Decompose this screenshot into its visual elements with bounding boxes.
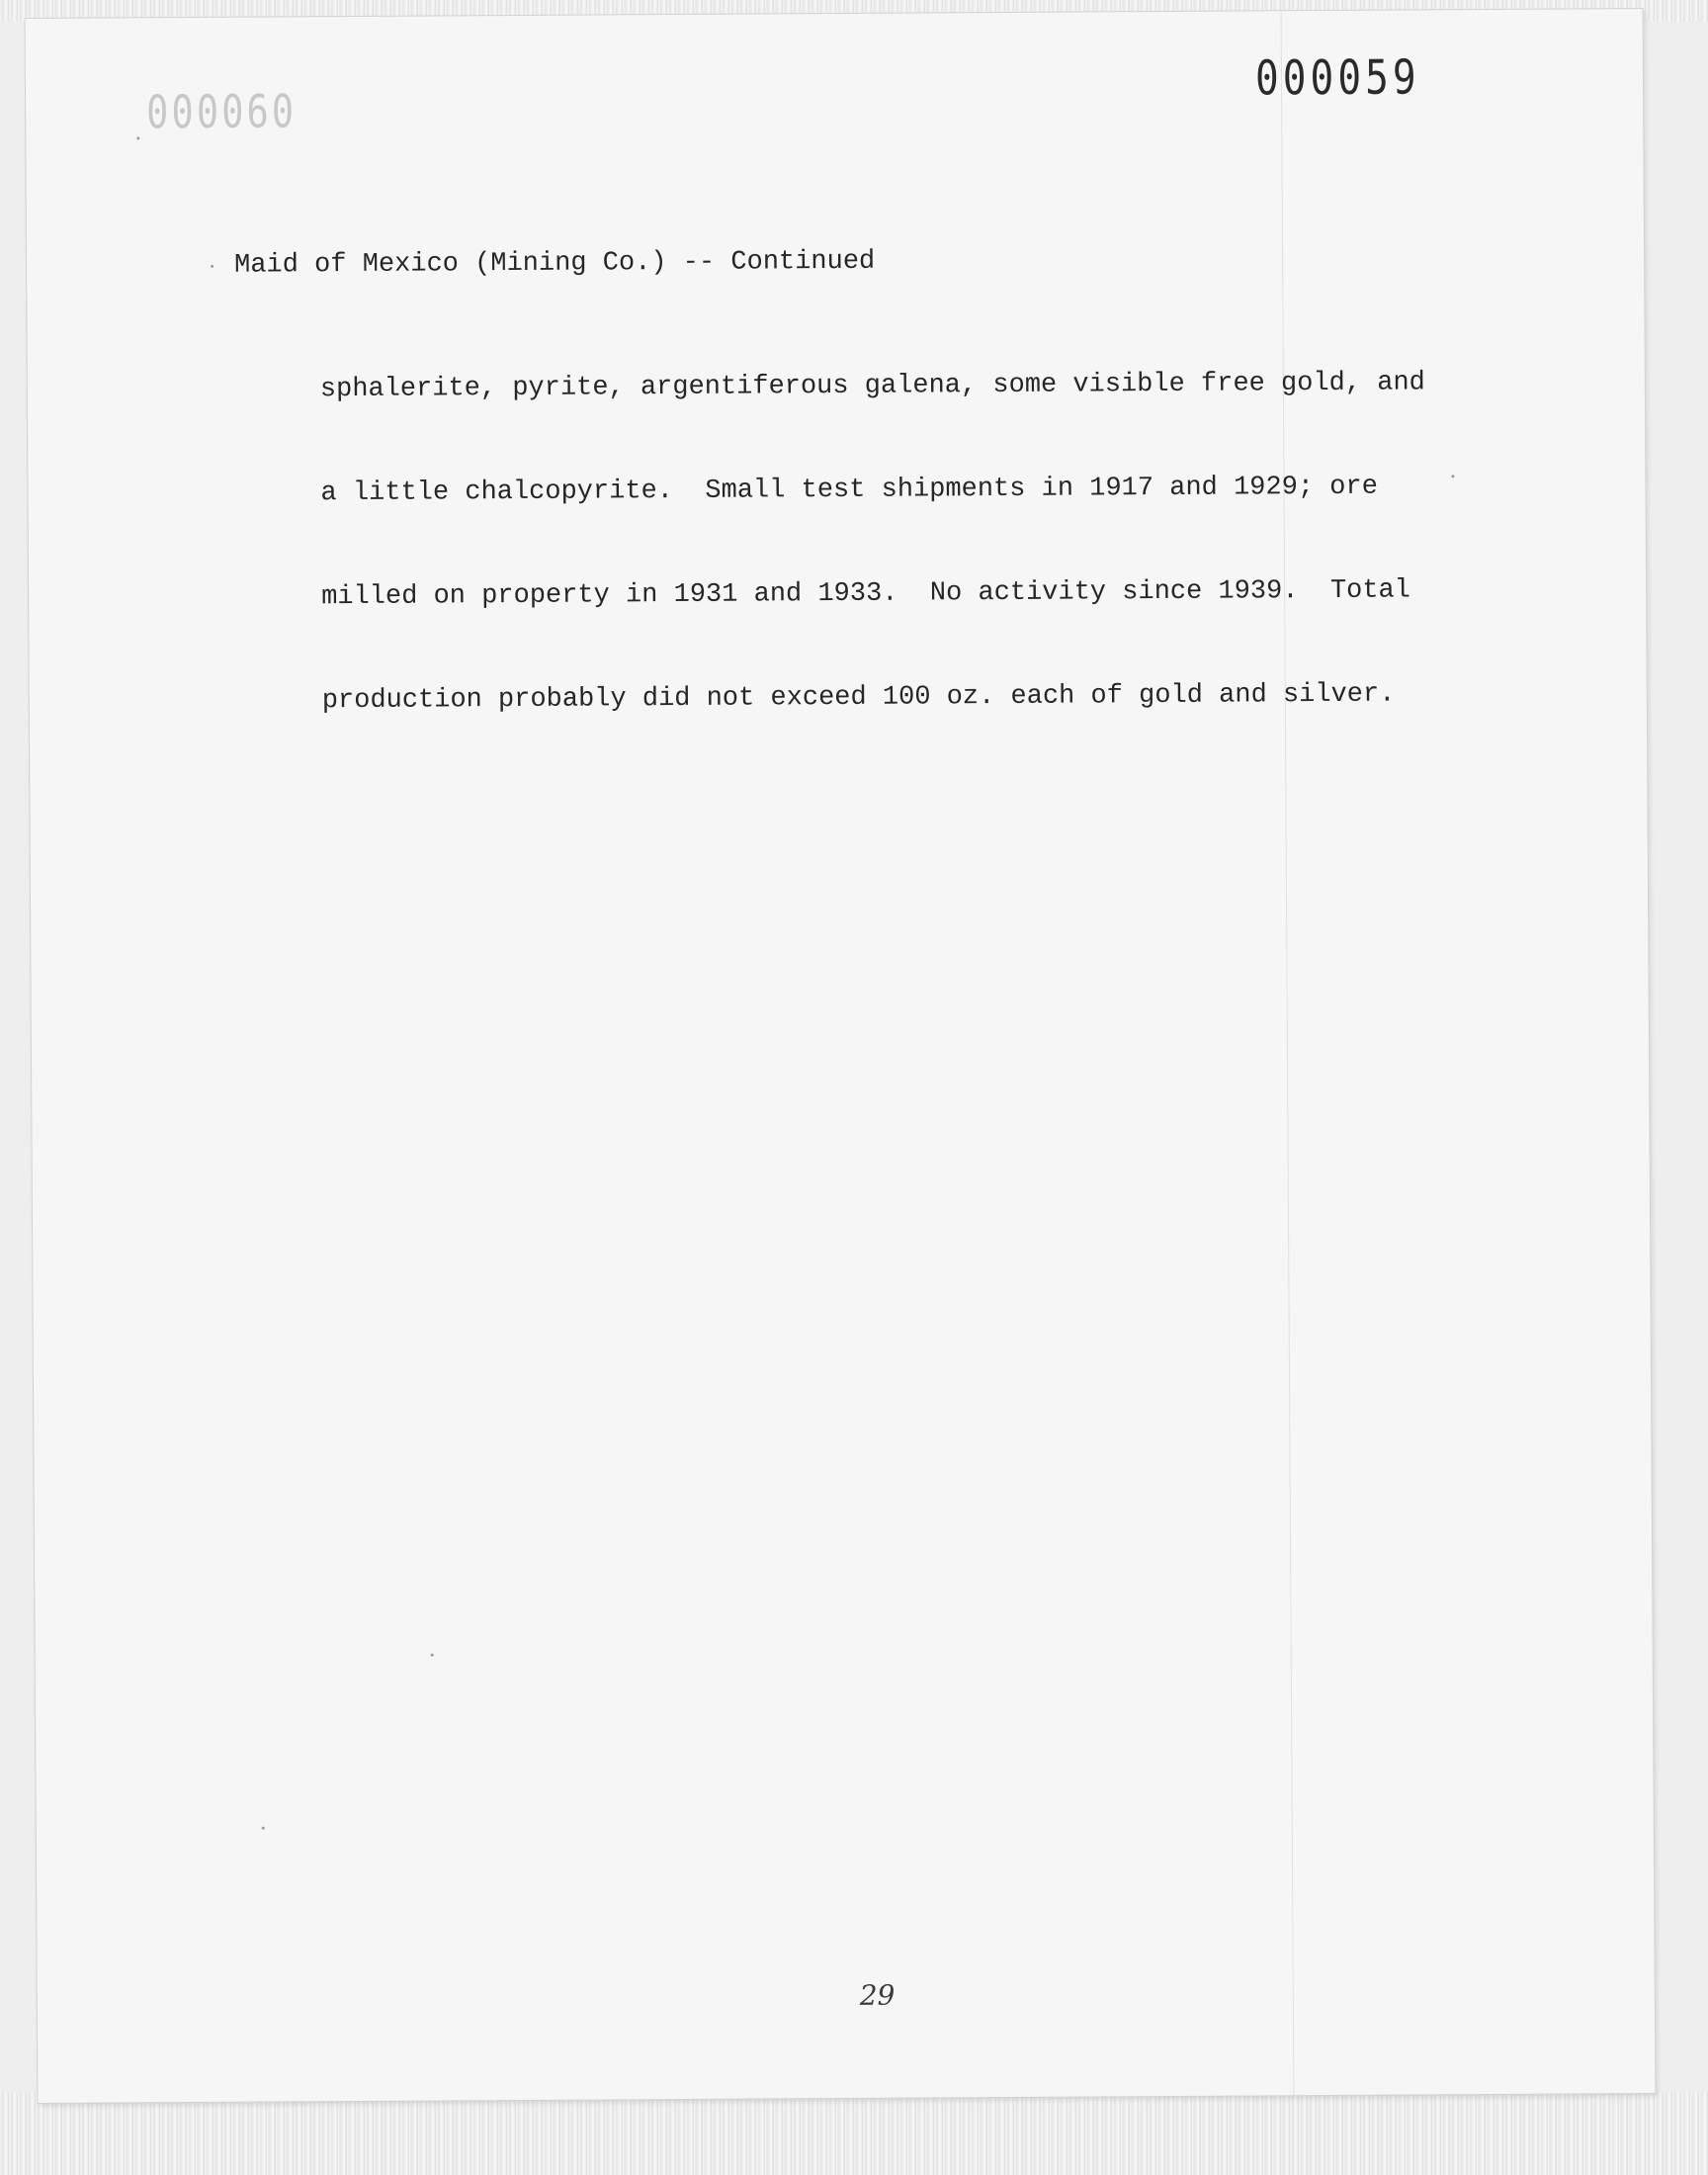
ghost-page-number: 000060 (145, 84, 298, 139)
body-line: sphalerite, pyrite, argentiferous galena, some visible free gold, and (319, 368, 1425, 405)
section-heading: Maid of Mexico (Mining Co.) -- Continued (234, 246, 876, 281)
body-line: production probably did not exceed 100 oz. each of gold and silver. (321, 679, 1396, 717)
document-page (26, 9, 1656, 2103)
body-line: a little chalcopyrite. Small test shipments in 1917 and 1929; ore (320, 472, 1378, 509)
dust-speck (262, 1827, 265, 1830)
dust-speck (136, 136, 139, 139)
dust-speck (431, 1654, 434, 1657)
page-number: 29 (859, 1978, 896, 2012)
document-stamp-number: 000059 (1254, 49, 1420, 107)
body-paragraph (319, 297, 1427, 788)
body-line: milled on property in 1931 and 1933. No activity since 1939. Total (321, 575, 1411, 613)
dust-speck (1451, 475, 1454, 478)
dust-speck (211, 265, 214, 268)
scanner-strip-bottom (0, 2092, 1708, 2175)
